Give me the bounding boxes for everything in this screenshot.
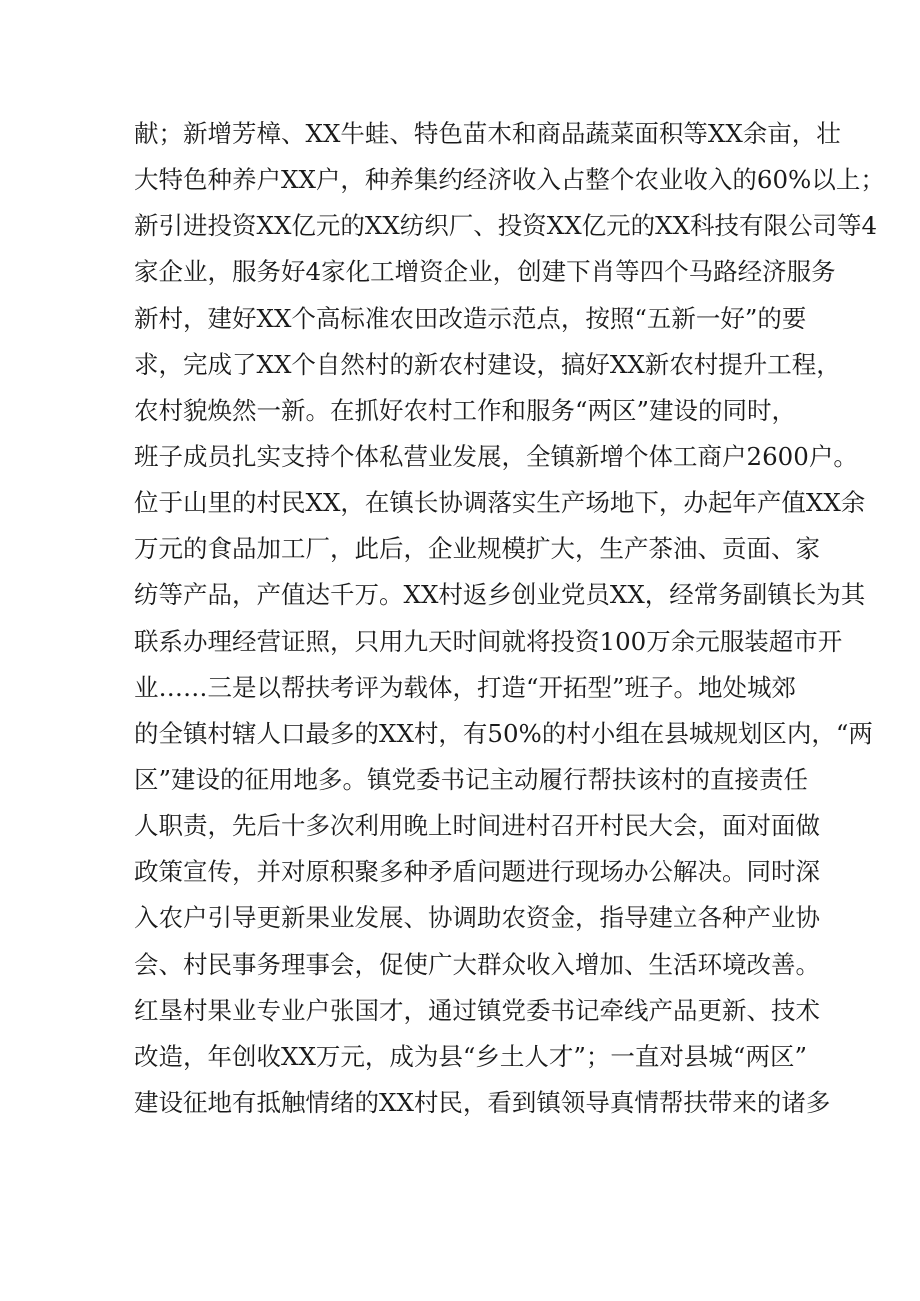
text-line: 入农户引导更新果业发展、协调助农资金，指导建立各种产业协 <box>134 903 820 933</box>
text-line: 区”建设的征用地多。镇党委书记主动履行帮扶该村的直接责任 <box>134 764 809 794</box>
text-line: 万元的食品加工厂，此后，企业规模扩大，生产茶油、贡面、家 <box>134 534 820 564</box>
text-line: 建设征地有抵触情绪的XX村民，看到镇领导真情帮扶带来的诸多 <box>134 1087 831 1117</box>
text-line: 新引进投资XX亿元的XX纺织厂、投资XX亿元的XX科技有限公司等4 <box>134 211 878 241</box>
text-line: 的全镇村辖人口最多的XX村，有50%的村小组在县城规划区内，“两 <box>134 718 873 748</box>
body-paragraph <box>134 111 885 1126</box>
text-line: 家企业，服务好4家化工增资企业，创建下肖等四个马路经济服务 <box>134 257 836 287</box>
text-line: 政策宣传，并对原积聚多种矛盾问题进行现场办公解决。同时深 <box>134 857 820 887</box>
text-line: 人职责，先后十多次利用晚上时间进村召开村民大会，面对面做 <box>134 811 820 841</box>
text-line: 红垦村果业专业户张国才，通过镇党委书记牵线产品更新、技术 <box>134 995 820 1025</box>
text-line: 新村，建好XX个高标准农田改造示范点，按照“五新一好”的要 <box>134 303 807 333</box>
text-line: 大特色种养户XX户，种养集约经济收入占整个农业收入的60%以上； <box>134 165 885 195</box>
text-line: 纺等产品，产值达千万。XX村返乡创业党员XX，经常务副镇长为其 <box>134 580 866 610</box>
text-line: 献；新增芳樟、XX牛蛙、特色苗木和商品蔬菜面积等XX余亩，壮 <box>134 119 841 148</box>
text-line: 改造，年创收XX万元，成为县“乡土人才”；一直对县城“两区” <box>134 1041 807 1071</box>
text-line: 班子成员扎实支持个体私营业发展，全镇新增个体工商户2600户。 <box>134 441 858 471</box>
text-line: 位于山里的村民XX，在镇长协调落实生产场地下，办起年产值XX余 <box>134 488 866 518</box>
text-line: 联系办理经营证照，只用九天时间就将投资100万余元服装超市开 <box>134 626 843 656</box>
text-line: 会、村民事务理事会，促使广大群众收入增加、生活环境改善。 <box>134 949 820 979</box>
text-line: 求，完成了XX个自然村的新农村建设，搞好XX新农村提升工程， <box>134 349 841 379</box>
text-line: 业……三是以帮扶考评为载体，打造“开拓型”班子。地处城郊 <box>134 672 797 702</box>
text-line: 农村貌焕然一新。在抓好农村工作和服务“两区”建设的同时， <box>134 395 797 425</box>
